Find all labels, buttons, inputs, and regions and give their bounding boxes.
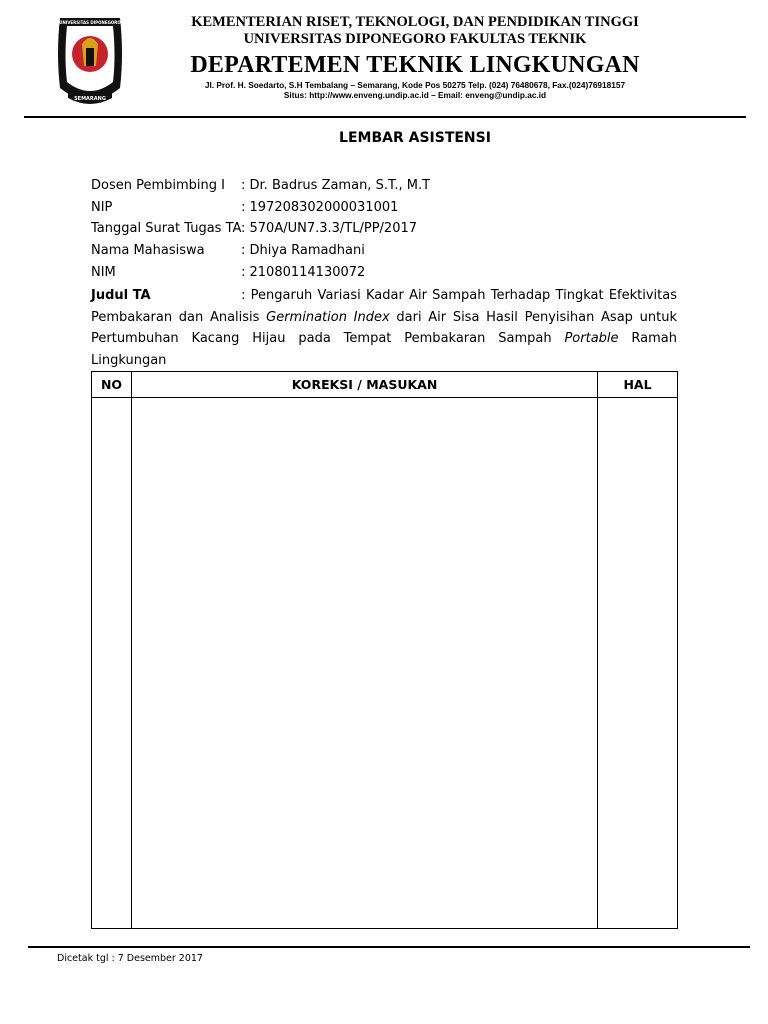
field-label: Tanggal Surat Tugas TA xyxy=(91,221,242,236)
field-value: : Dhiya Ramadhani xyxy=(241,243,365,258)
ministry-line: KEMENTERIAN RISET, TEKNOLOGI, DAN PENDIDIKAN TINGGI xyxy=(191,14,639,30)
cell-koreksi xyxy=(132,398,598,929)
judul-italic2: Portable xyxy=(564,331,619,346)
judul-part3: Ramah Lingkungan xyxy=(91,331,677,368)
field-value: : 570A/UN7.3.3/TL/PP/2017 xyxy=(241,221,418,236)
logo-text-bottom: SEMARANG xyxy=(74,96,106,102)
col-header-hal: HAL xyxy=(598,372,678,398)
cell-no xyxy=(92,398,132,929)
col-header-koreksi: KOREKSI / MASUKAN xyxy=(132,372,598,398)
judul-part2: dari Air Sisa Hasil Penyisihan Asap untuk Pertumbuhan Kacang Hijau pada Tempat Pembakaran Sampah xyxy=(91,309,677,346)
field-label: Dosen Pembimbing I xyxy=(91,178,225,193)
field-label: Nama Mahasiswa xyxy=(91,243,205,258)
footer-rule xyxy=(28,946,750,948)
university-line: UNIVERSITAS DIPONEGORO FAKULTAS TEKNIK xyxy=(243,31,587,47)
col-header-no: NO xyxy=(92,372,132,398)
letterhead xyxy=(130,14,700,100)
field-tanggal xyxy=(91,220,417,237)
contact-line: Situs: http://www.enveng.undip.ac.id – Email: enveng@undip.ac.id xyxy=(283,90,547,100)
department-name: DEPARTEMEN TEKNIK LINGKUNGAN xyxy=(190,52,640,78)
field-nim xyxy=(91,264,365,281)
field-value: : Dr. Badrus Zaman, S.T., M.T xyxy=(241,178,431,193)
asistensi-table xyxy=(91,371,678,929)
print-date: Dicetak tgl : 7 Desember 2017 xyxy=(57,953,203,964)
field-value: : 197208302000031001 xyxy=(241,200,399,215)
field-nama xyxy=(91,242,365,259)
judul-italic1: Germination Index xyxy=(266,309,390,325)
field-label: NIP xyxy=(91,200,113,215)
university-logo xyxy=(52,14,128,110)
field-value: : 21080114130072 xyxy=(241,265,366,280)
header-rule xyxy=(24,116,746,118)
field-nip xyxy=(91,199,398,216)
address-line: Jl. Prof. H. Soedarto, S.H Tembalang – Semarang, Kode Pos 50275 Telp. (024) 76480678, Fax.(024)76918157 xyxy=(204,80,626,90)
field-judul xyxy=(91,285,677,371)
field-label: NIM xyxy=(91,265,116,280)
judul-part1: : Pengaruh Variasi Kadar Air Sampah Terhadap Tingkat Efektivitas Pembakaran dan Analisis xyxy=(91,288,677,325)
document-title: LEMBAR ASISTENSI xyxy=(339,130,491,146)
field-label: Judul TA xyxy=(91,288,151,303)
cell-hal xyxy=(598,398,678,929)
logo-text-top: UNIVERSITAS DIPONEGORO xyxy=(59,20,121,25)
field-dosen xyxy=(91,177,430,194)
